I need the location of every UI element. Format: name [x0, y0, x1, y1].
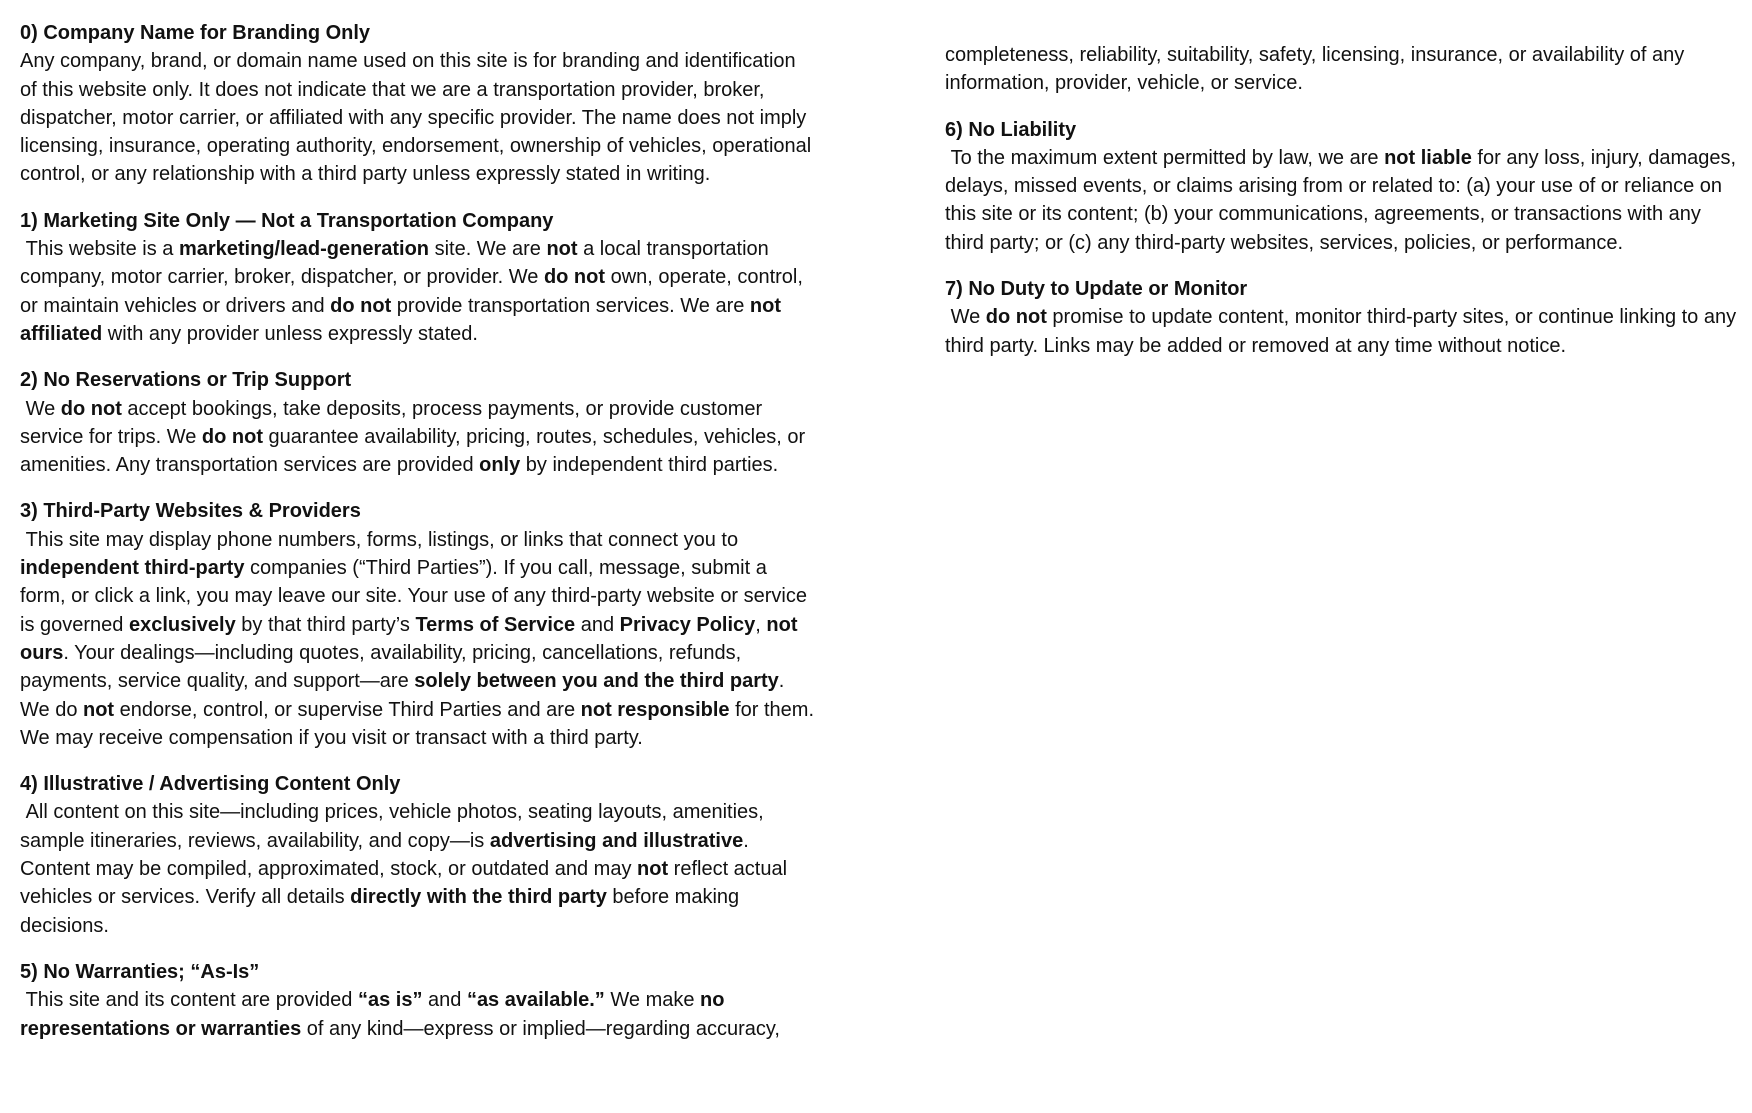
section-heading: 7) No Duty to Update or Monitor — [945, 278, 1248, 301]
body-text: We make — [604, 989, 701, 1012]
body-text: accept bookings, take deposits, process payments, or provide customer service for trips. We — [20, 397, 768, 448]
emphasis-text: not affiliated — [20, 294, 787, 345]
body-text: companies (“Third Parties”). If you call, message, submit a form, or click a link, you may leave our site. Your use of any third-party website or service is governed — [20, 557, 813, 636]
section-heading: 0) Company Name for Branding Only — [20, 22, 371, 44]
body-text: and — [422, 989, 467, 1012]
emphasis-text: “as is” — [357, 989, 423, 1012]
body-text: . We do — [20, 670, 790, 721]
emphasis-text: not — [83, 698, 115, 721]
body-text: Any company, brand, or domain name used on this site is for branding and identification of this website only. It does not indicate that we are a transportation provider, broker, dispatcher, motor carrier, or affiliated with any specific provider. The name does not imply licensing, insurance, operating authority, endorsement, ownership of vehicles, operational control, or any relationship with a third party unless expressly stated in writing. — [20, 50, 817, 186]
body-text: by independent third parties. — [520, 454, 779, 477]
section-heading: 4) Illustrative / Advertising Content Only — [20, 773, 401, 796]
body-text: To the maximum extent permitted by law, we are — [945, 146, 1385, 169]
section-heading: 1) Marketing Site Only — Not a Transportation Company — [20, 209, 554, 232]
section-heading: 3) Third-Party Websites & Providers — [20, 500, 361, 523]
body-text: . Your dealings—including quotes, availability, pricing, cancellations, refunds, payments, service quality, and support—are — [20, 641, 747, 693]
body-text: . Content may be compiled, approximated, stock, or outdated and may — [20, 829, 755, 881]
section-5-no-warranties-continuation — [945, 41, 1740, 98]
emphasis-text: Terms of Service — [415, 613, 576, 636]
body-text: a local transportation company, motor carrier, broker, dispatcher, or provider. We — [20, 238, 775, 289]
body-text: endorse, control, or supervise Third Parties and are — [114, 698, 581, 721]
column-left — [20, 19, 820, 1113]
emphasis-text: do not — [330, 294, 392, 317]
section-6-no-liability — [945, 116, 1740, 257]
body-text: , — [755, 613, 767, 636]
emphasis-text: advertising and illustrative — [489, 829, 744, 852]
emphasis-text: not ours — [20, 613, 804, 664]
emphasis-text: do not — [201, 425, 263, 448]
section-4-illustrative-content — [20, 770, 815, 940]
body-text: This site may display phone numbers, forms, listings, or links that connect you to — [20, 528, 744, 551]
section-0-company-name-branding — [20, 19, 815, 189]
body-text: before making decisions. — [20, 886, 745, 937]
body-text: for any loss, injury, damages, delays, missed events, or claims arising from or related to: (a) your use of or reliance on this site or its content; (b) your communications, agreements, or transactions with any third party; or (c) any third-party websites, services, policies, or performance. — [945, 146, 1742, 254]
emphasis-text: not liable — [1384, 146, 1472, 169]
emphasis-text: not responsible — [580, 698, 730, 721]
body-text: This website is a — [20, 238, 179, 261]
emphasis-text: do not — [985, 306, 1047, 329]
section-heading: 5) No Warranties; “As-Is” — [20, 960, 260, 983]
section-3-third-party-websites — [20, 497, 820, 752]
body-text: for them. We may receive compensation if you visit or transact with a third party. — [20, 698, 820, 749]
body-text: provide transportation services. We are — [391, 294, 750, 317]
body-text: guarantee availability, pricing, routes, schedules, vehicles, or amenities. Any transportation services are provided — [20, 425, 811, 477]
body-text: and — [575, 613, 620, 636]
emphasis-text: directly with the third party — [350, 886, 607, 909]
emphasis-text: Privacy Policy — [619, 613, 756, 636]
body-text: site. We are — [429, 238, 547, 261]
body-text: own, operate, control, or maintain vehicles or drivers and — [20, 266, 809, 317]
body-text: reflect actual vehicles or services. Verify all details — [20, 858, 793, 909]
body-text: of any kind—express or implied—regarding accuracy, — [301, 1017, 780, 1040]
column-right — [945, 19, 1740, 1113]
emphasis-text: do not — [60, 397, 122, 420]
emphasis-text: only — [479, 454, 521, 477]
body-text: with any provider unless expressly stated. — [102, 322, 478, 345]
section-5-no-warranties — [20, 958, 815, 1043]
emphasis-text: independent third-party — [20, 557, 245, 580]
emphasis-text: not — [546, 238, 578, 261]
section-heading: 2) No Reservations or Trip Support — [20, 369, 352, 392]
body-text: completeness, reliability, suitability, safety, licensing, insurance, or availability of any information, provider, vehicle, or service. — [945, 44, 1690, 95]
emphasis-text: not — [637, 858, 669, 881]
emphasis-text: solely between you and the third party — [414, 670, 779, 693]
section-heading: 6) No Liability — [945, 118, 1077, 141]
body-text: promise to update content, monitor third-party sites, or continue linking to any third party. Links may be added or removed at any time without notice. — [945, 306, 1742, 357]
section-2-no-reservations — [20, 366, 815, 479]
emphasis-text: no representations or warranties — [20, 989, 731, 1040]
body-text: We — [945, 306, 986, 329]
body-text: by that third party’s — [235, 613, 416, 636]
emphasis-text: exclusively — [128, 613, 236, 636]
section-1-marketing-site-only — [20, 207, 815, 348]
emphasis-text: marketing/lead-generation — [178, 238, 430, 261]
emphasis-text: do not — [543, 266, 606, 289]
emphasis-text: “as available.” — [466, 989, 605, 1012]
body-text: We — [20, 397, 61, 420]
body-text: This site and its content are provided — [20, 989, 358, 1012]
section-7-no-duty-to-update — [945, 275, 1740, 360]
body-text: All content on this site—including prices, vehicle photos, seating layouts, amenities, sample itineraries, reviews, availability, and copy—is — [20, 801, 770, 852]
